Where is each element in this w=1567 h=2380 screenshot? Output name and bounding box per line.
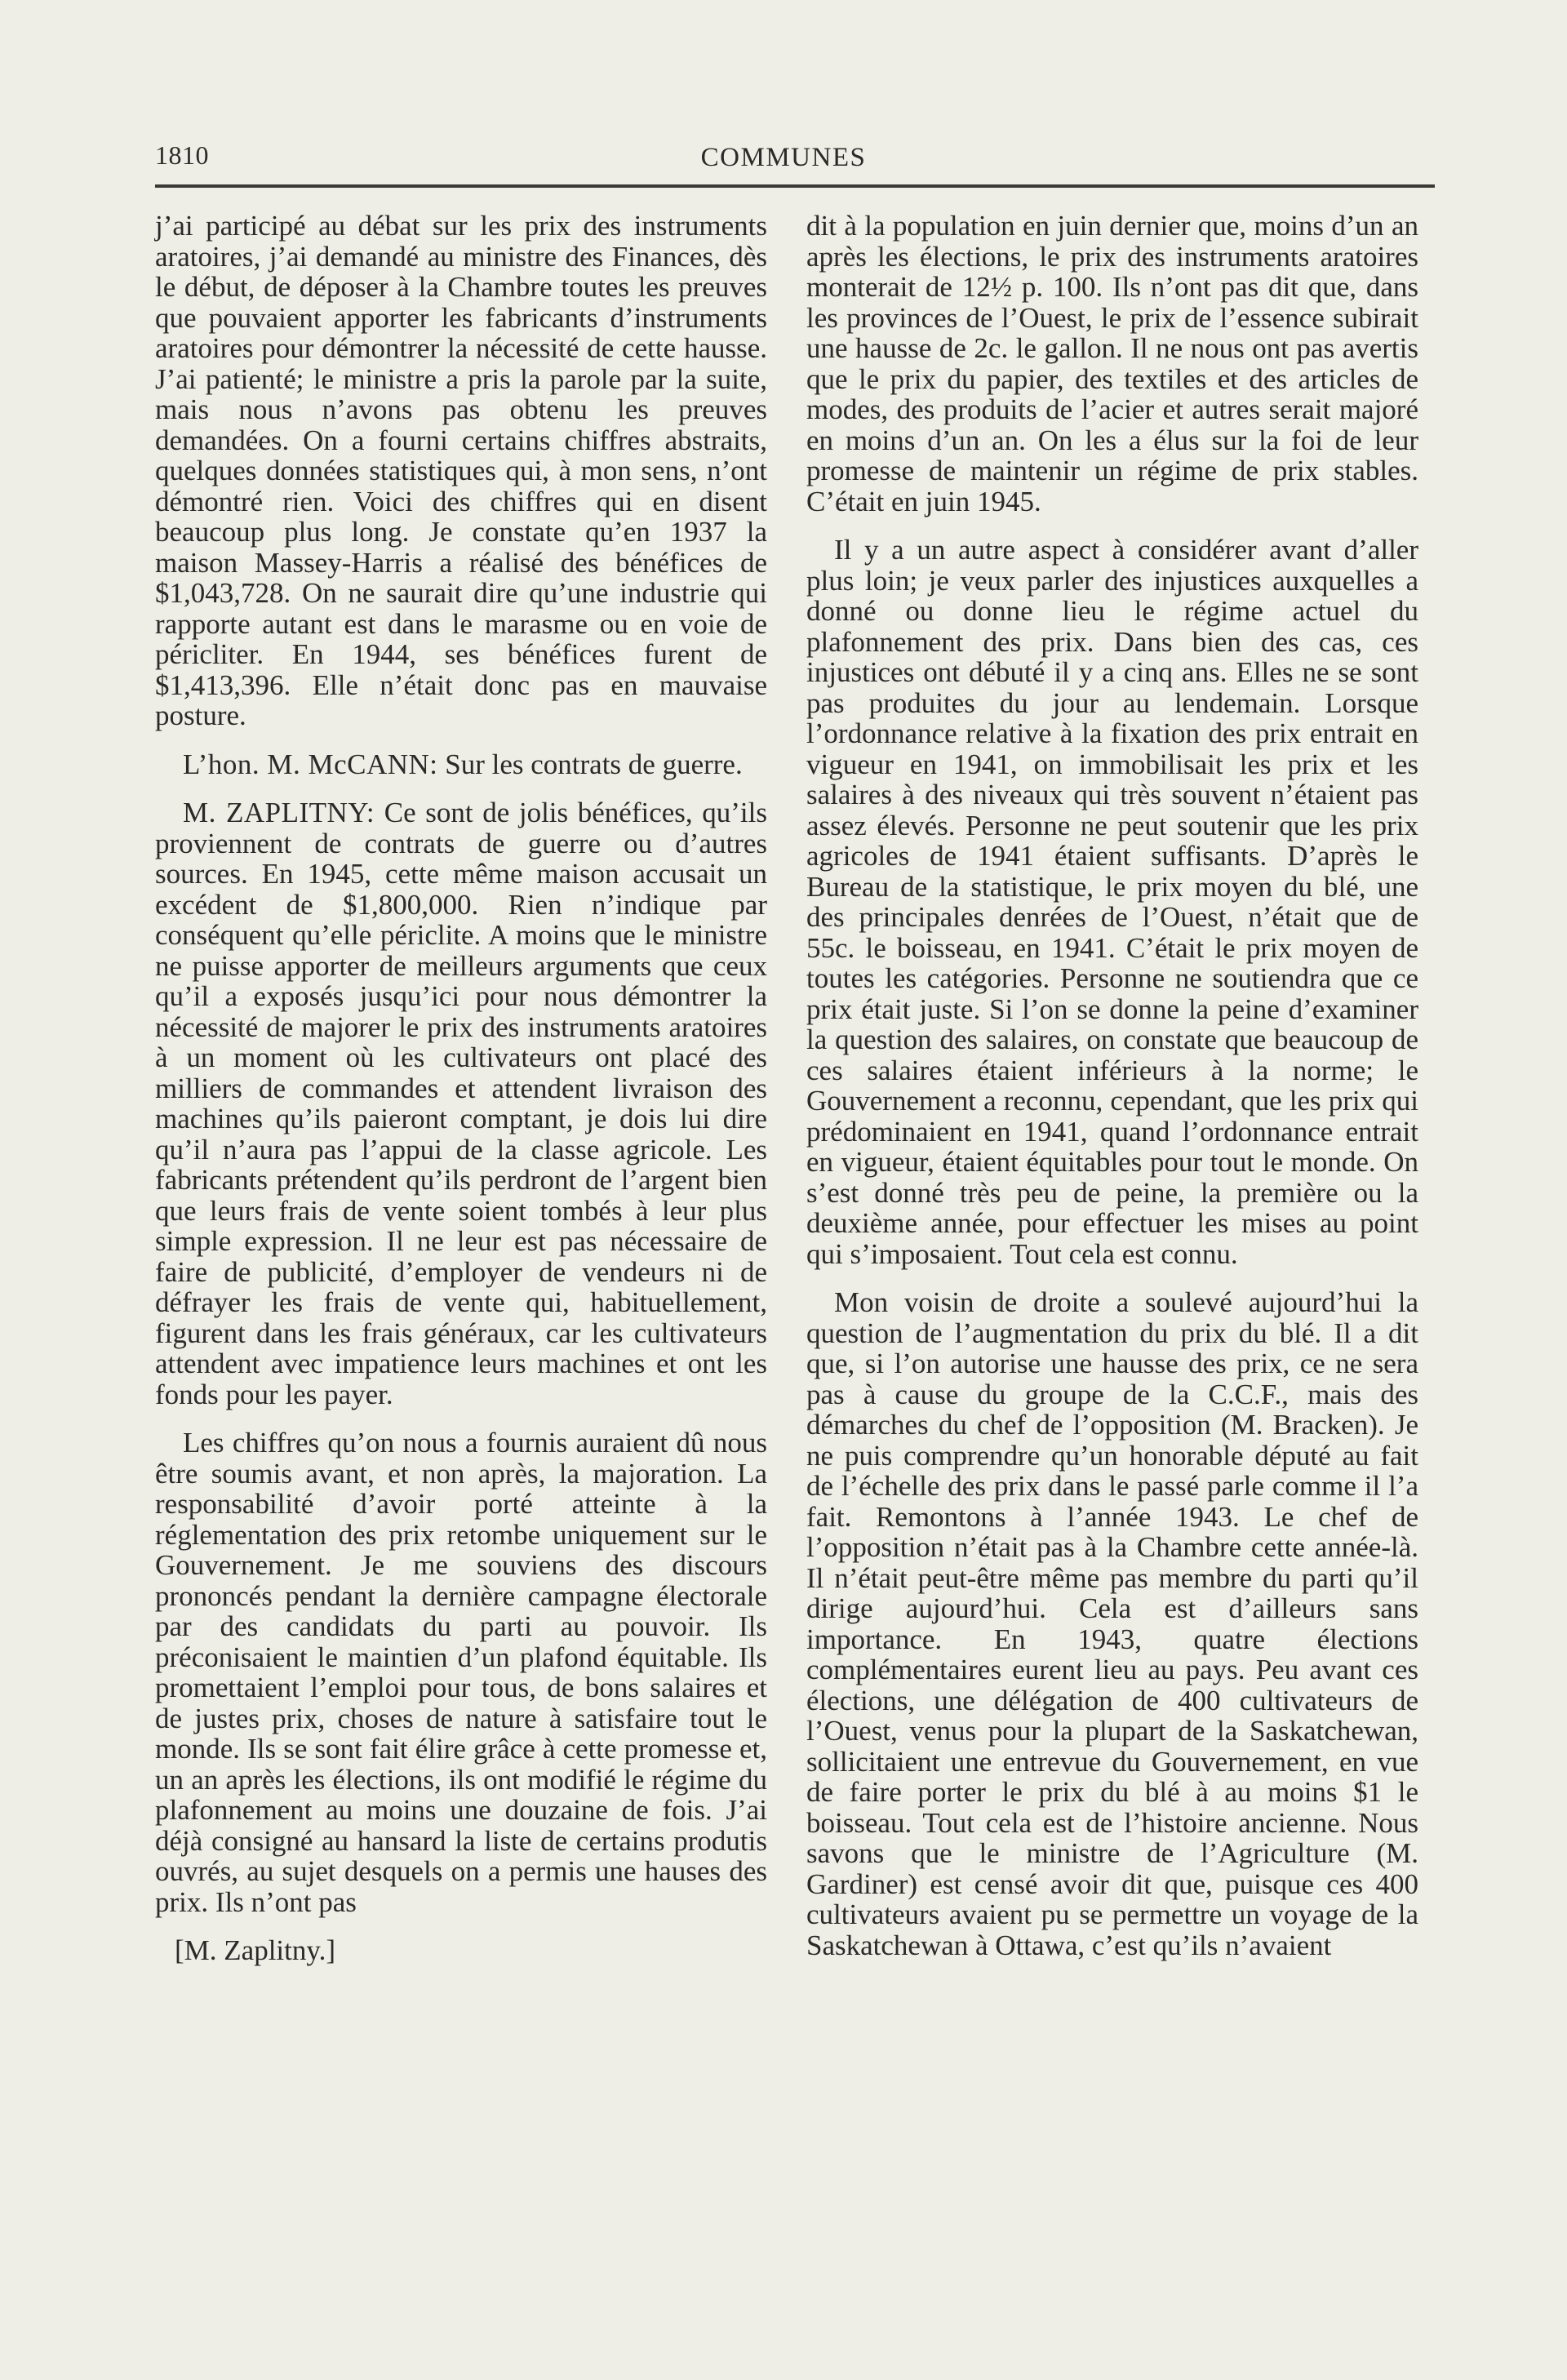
paragraph: Les chiffres qu’on nous a fournis auraient dû nous être soumis avant, et non après, la majoration. La responsabilité d’avoir porté atteinte à la réglementation des prix retombe uniquement sur le Gouvernement. Je me souviens des discours prononcés pendant la dernière campagne électorale par des candidats du parti au pouvoir. Ils préconisaient le maintien d’un plafond équitable. Ils promettaient l’emploi pour tous, de bons salaires et de justes prix, choses de nature à satisfaire tout le monde. Ils se sont fait élire grâce à cette promesse et, un an après les élections, ils ont modifié le régime du plafonnement au moins une douzaine de fois. J’ai déjà consigné au hansard la liste de certains produtis ouvrés, au sujet desquels on a permis une hauses des prix. Ils n’ont pas: [155, 1427, 767, 1918]
header-rule: [155, 184, 1435, 188]
speaker-attribution: [M. Zaplitny.]: [175, 1934, 335, 1966]
paragraph: dit à la population en juin dernier que, moins d’un an après les élections, le prix des instruments aratoires monterait de 12½ p. 100. Ils n’ont pas dit que, dans les provinces de l’Ouest, le prix de l’essence subirait une hausse de 2c. le gallon. Il ne nous ont pas avertis que le prix du papier, des textiles et des articles de modes, des produits de l’acier et autres serait majoré en moins d’un an. On les a élus sur la foi de leur promesse de maintenir un régime de prix stables. C’était en juin 1945.: [806, 210, 1418, 517]
paragraph: j’ai participé au débat sur les prix des instruments aratoires, j’ai demandé au ministre des Finances, dès le début, de déposer à la Chambre toutes les preuves que pouvaient apporter les fabricants d’instruments aratoires pour démontrer la nécessité de cette hausse. J’ai patienté; le ministre a pris la parole par la suite, mais nous n’avons pas obtenu les preuves demandées. On a fourni certains chiffres abstraits, quelques données statistiques qui, à mon sens, n’ont démontré rien. Voici des chiffres qui en disent beaucoup plus long. Je constate qu’en 1937 la maison Massey-Harris a réalisé des bénéfices de $1,043,728. On ne saurait dire qu’une industrie qui rapporte autant est dans le marasme ou en voie de péricliter. En 1944, ses bénéfices furent de $1,413,396. Elle n’était donc pas en mauvaise posture.: [155, 210, 767, 731]
speech-paragraph: [155, 749, 767, 780]
page-number: 1810: [155, 140, 209, 170]
speech-text: Sur les contrats de guerre.: [445, 748, 743, 780]
speaker-name: L’hon. M. McCANN:: [183, 748, 438, 780]
paragraph: Il y a un autre aspect à considérer avant d’aller plus loin; je veux parler des injustices auxquelles a donné ou donne lieu le régime actuel du plafonnement des prix. Dans bien des cas, ces injustices ont débuté il y a cinq ans. Elles ne se sont pas produites du jour au lendemain. Lorsque l’ordonnance relative à la fixation des prix entrait en vigueur en 1941, on immobilisait les prix et les salaires à des niveaux qui très souvent n’étaient pas assez élevés. Personne ne peut soutenir que les prix agricoles de 1941 étaient suffisants. D’après le Bureau de la statistique, le prix moyen du blé, une des principales denrées de l’Ouest, n’était que de 55c. le boisseau, en 1941. C’était le prix moyen de toutes les catégories. Personne ne soutiendra que ce prix était juste. Si l’on se donne la peine d’examiner la question des salaires, on constate que beaucoup de ces salaires étaient inférieurs à la norme; le Gouvernement a reconnu, cependant, que les prix qui prédominaient en 1941, quand l’ordonnance entrait en vigueur, étaient équitables pour tout le monde. On s’est donné très peu de peine, la première ou la deuxième année, pour effectuer les mises au point qui s’imposaient. Tout cela est connu.: [806, 534, 1418, 1270]
speech-text: Ce sont de jolis bénéfices, qu’ils proviennent de contrats de guerre ou d’autres sources. En 1945, cette même maison accusait un excédent de $1,800,000. Rien n’indique par conséquent qu’elle périclite. A moins que le ministre ne puisse apporter de meilleurs arguments que ceux qu’il a exposés jusqu’ici pour nous démontrer la nécessité de majorer le prix des instruments aratoires à un moment où les cultivateurs ont placé des milliers de commandes et attendent livraison des machines qu’ils paieront comptant, je dois lui dire qu’il n’aura pas l’appui de la classe agricole. Les fabricants prétendent qu’ils perdront de l’argent bien que leurs frais de vente soient tombés à leur plus simple expression. Il ne leur est pas nécessaire de faire de publicité, d’employer de vendeurs ni de défrayer les frais de vente qui, habituellement, figurent dans les frais généraux, car les cultivateurs attendent avec impatience leurs machines et ont les fonds pour les payer.: [155, 797, 767, 1410]
paragraph: Mon voisin de droite a soulevé aujourd’hui la question de l’augmentation du prix du blé. Il a dit que, si l’on autorise une hausse des prix, ce ne sera pas à cause du groupe de la C.C.F., mais des démarches du chef de l’opposition (M. Bracken). Je ne puis comprendre qu’un honorable député au fait de l’échelle des prix dans le passé parle comme il l’a fait. Remontons à l’année 1943. Le chef de l’opposition n’était pas à la Chambre cette année-là. Il n’était peut-être même pas membre du parti qu’il dirige aujourd’hui. Cela est d’ailleurs sans importance. En 1943, quatre élections complémentaires eurent lieu au pays. Peu avant ces élections, une délégation de 400 cultivateurs de l’Ouest, venus pour la plupart de la Saskatchewan, sollicitaient une entrevue du Gouvernement, en vue de faire porter le prix du blé à au moins $1 le boisseau. Tout cela est de l’histoire ancienne. Nous savons que le ministre de l’Agriculture (M. Gardiner) est censé avoir dit que, puisque ces 400 cultivateurs avaient pu se permettre un voyage de la Saskatchewan à Ottawa, c’est qu’ils n’avaient: [806, 1286, 1418, 1961]
left-column: [155, 211, 767, 1984]
running-head: COMMUNES: [700, 143, 867, 172]
speaker-name: M. ZAPLITNY:: [183, 797, 375, 828]
speech-paragraph: [155, 797, 767, 1410]
right-column: [806, 211, 1418, 1978]
